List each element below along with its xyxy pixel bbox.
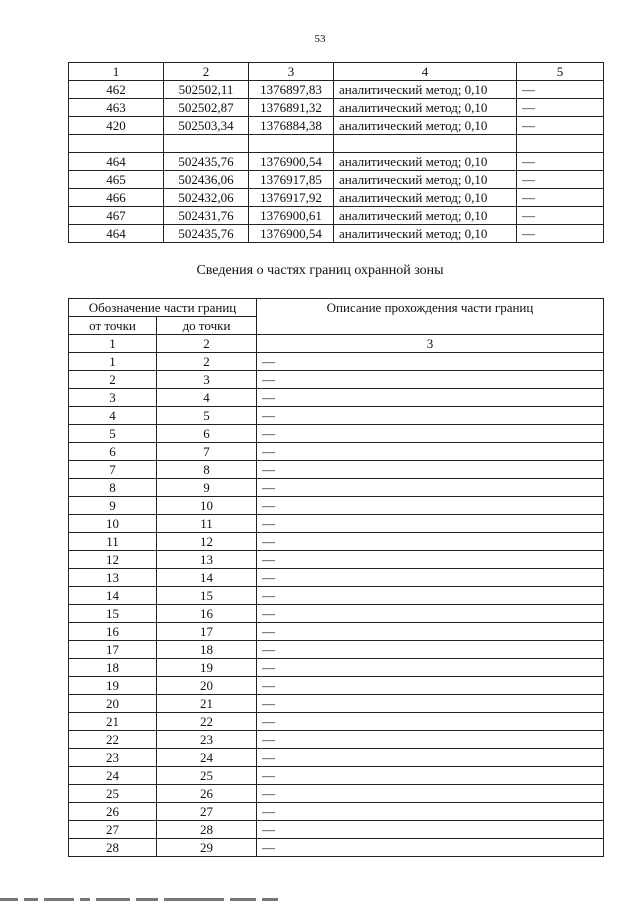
method-accuracy-cell: аналитический метод; 0,10 [334,189,517,207]
description-cell: — [257,533,604,551]
boundary-part-row [69,389,604,407]
to-point-cell: 8 [157,461,257,479]
from-point-cell: 12 [69,551,157,569]
y-coordinate-cell: 1376897,83 [249,81,334,99]
from-point-cell: 3 [69,389,157,407]
method-accuracy-cell: аналитический метод; 0,10 [334,99,517,117]
boundary-part-row [69,767,604,785]
coordinate-row [69,153,604,171]
description-cell: — [517,189,604,207]
y-coordinate-cell: 1376917,92 [249,189,334,207]
from-point-cell: 25 [69,785,157,803]
boundary-part-row [69,713,604,731]
boundary-part-row [69,749,604,767]
section-title: Сведения о частях границ охранной зоны [196,263,444,278]
description-cell: — [257,515,604,533]
x-coordinate-cell: 502431,76 [164,207,249,225]
boundary-part-row [69,443,604,461]
boundary-part-row [69,695,604,713]
method-accuracy-cell [334,135,517,153]
point-number-cell: 466 [69,189,164,207]
y-coordinate-cell: 1376891,32 [249,99,334,117]
x-coordinate-cell [164,135,249,153]
y-coordinate-cell: 1376900,54 [249,153,334,171]
boundary-part-row [69,839,604,857]
from-point-cell: 20 [69,695,157,713]
x-coordinate-cell: 502432,06 [164,189,249,207]
point-number-cell [69,135,164,153]
coordinate-row [69,189,604,207]
description-cell: — [257,587,604,605]
description-cell: — [257,731,604,749]
point-number-cell: 463 [69,99,164,117]
coordinate-row [69,225,604,243]
to-point-cell: 21 [157,695,257,713]
x-coordinate-cell: 502503,34 [164,117,249,135]
to-point-cell: 11 [157,515,257,533]
description-cell: — [257,353,604,371]
header-to-point: до точки [157,317,257,335]
description-cell: — [257,767,604,785]
to-point-cell: 22 [157,713,257,731]
x-coordinate-cell: 502502,87 [164,99,249,117]
method-accuracy-cell: аналитический метод; 0,10 [334,81,517,99]
header-description: Описание прохождения части границ [257,299,604,335]
description-cell: — [257,461,604,479]
header-group: Обозначение части границ [69,299,257,317]
from-point-cell: 1 [69,353,157,371]
from-point-cell: 24 [69,767,157,785]
to-point-cell: 7 [157,443,257,461]
to-point-cell: 10 [157,497,257,515]
from-point-cell: 17 [69,641,157,659]
coordinate-row [69,117,604,135]
to-point-cell: 4 [157,389,257,407]
boundary-part-row [69,587,604,605]
description-cell: — [517,117,604,135]
from-point-cell: 11 [69,533,157,551]
point-number-cell: 420 [69,117,164,135]
col-header: 5 [517,63,604,81]
to-point-cell: 16 [157,605,257,623]
description-cell: — [257,785,604,803]
boundary-part-row [69,353,604,371]
description-cell: — [257,821,604,839]
x-coordinate-cell: 502435,76 [164,225,249,243]
from-point-cell: 22 [69,731,157,749]
coordinates-header-row [69,63,604,81]
description-cell: — [257,569,604,587]
boundary-part-row [69,371,604,389]
boundary-part-row [69,605,604,623]
boundary-part-row [69,803,604,821]
from-point-cell: 14 [69,587,157,605]
y-coordinate-cell: 1376917,85 [249,171,334,189]
boundary-part-row [69,569,604,587]
boundary-part-row [69,533,604,551]
from-point-cell: 18 [69,659,157,677]
y-coordinate-cell: 1376884,38 [249,117,334,135]
description-cell: — [257,839,604,857]
boundary-part-row [69,785,604,803]
parts-number-row [69,335,604,353]
boundary-part-row [69,497,604,515]
coordinate-row [69,207,604,225]
boundary-part-row [69,641,604,659]
to-point-cell: 24 [157,749,257,767]
description-cell: — [257,677,604,695]
description-cell: — [257,551,604,569]
description-cell: — [257,659,604,677]
description-cell: — [257,605,604,623]
description-cell: — [257,803,604,821]
point-number-cell: 464 [69,225,164,243]
from-point-cell: 23 [69,749,157,767]
parts-header-row [69,299,604,317]
col-number: 3 [257,335,604,353]
x-coordinate-cell: 502435,76 [164,153,249,171]
to-point-cell: 26 [157,785,257,803]
from-point-cell: 2 [69,371,157,389]
boundary-part-row [69,731,604,749]
description-cell: — [257,713,604,731]
boundary-part-row [69,479,604,497]
col-number: 2 [157,335,257,353]
description-cell: — [517,207,604,225]
to-point-cell: 25 [157,767,257,785]
method-accuracy-cell: аналитический метод; 0,10 [334,117,517,135]
boundary-parts-table [68,298,604,857]
description-cell: — [517,153,604,171]
description-cell [517,135,604,153]
to-point-cell: 19 [157,659,257,677]
point-number-cell: 462 [69,81,164,99]
description-cell: — [257,443,604,461]
to-point-cell: 9 [157,479,257,497]
method-accuracy-cell: аналитический метод; 0,10 [334,225,517,243]
page-number: 53 [314,33,326,45]
method-accuracy-cell: аналитический метод; 0,10 [334,153,517,171]
from-point-cell: 5 [69,425,157,443]
boundary-part-row [69,515,604,533]
boundary-part-row [69,407,604,425]
point-number-cell: 465 [69,171,164,189]
boundary-part-row [69,821,604,839]
method-accuracy-cell: аналитический метод; 0,10 [334,207,517,225]
to-point-cell: 18 [157,641,257,659]
boundary-part-row [69,461,604,479]
header-from-point: от точки [69,317,157,335]
to-point-cell: 20 [157,677,257,695]
description-cell: — [257,389,604,407]
description-cell: — [517,171,604,189]
description-cell: — [257,407,604,425]
coordinate-row [69,81,604,99]
to-point-cell: 2 [157,353,257,371]
to-point-cell: 3 [157,371,257,389]
description-cell: — [257,371,604,389]
description-cell: — [257,425,604,443]
from-point-cell: 15 [69,605,157,623]
y-coordinate-cell [249,135,334,153]
footer-scan-artifact [0,898,330,905]
to-point-cell: 12 [157,533,257,551]
y-coordinate-cell: 1376900,61 [249,207,334,225]
from-point-cell: 9 [69,497,157,515]
to-point-cell: 27 [157,803,257,821]
coordinate-row [69,99,604,117]
to-point-cell: 14 [157,569,257,587]
description-cell: — [517,99,604,117]
to-point-cell: 28 [157,821,257,839]
col-header: 1 [69,63,164,81]
point-number-cell: 464 [69,153,164,171]
from-point-cell: 4 [69,407,157,425]
boundary-part-row [69,677,604,695]
boundary-part-row [69,623,604,641]
coordinate-row [69,171,604,189]
to-point-cell: 23 [157,731,257,749]
point-number-cell: 467 [69,207,164,225]
boundary-part-row [69,425,604,443]
from-point-cell: 26 [69,803,157,821]
col-number: 1 [69,335,157,353]
boundary-part-row [69,551,604,569]
col-header: 4 [334,63,517,81]
to-point-cell: 5 [157,407,257,425]
to-point-cell: 17 [157,623,257,641]
x-coordinate-cell: 502502,11 [164,81,249,99]
from-point-cell: 28 [69,839,157,857]
to-point-cell: 15 [157,587,257,605]
from-point-cell: 7 [69,461,157,479]
description-cell: — [257,695,604,713]
from-point-cell: 8 [69,479,157,497]
to-point-cell: 29 [157,839,257,857]
to-point-cell: 13 [157,551,257,569]
coordinate-row [69,135,604,153]
col-header: 3 [249,63,334,81]
from-point-cell: 19 [69,677,157,695]
method-accuracy-cell: аналитический метод; 0,10 [334,171,517,189]
from-point-cell: 16 [69,623,157,641]
from-point-cell: 21 [69,713,157,731]
coordinates-table [68,62,604,243]
col-header: 2 [164,63,249,81]
y-coordinate-cell: 1376900,54 [249,225,334,243]
x-coordinate-cell: 502436,06 [164,171,249,189]
to-point-cell: 6 [157,425,257,443]
description-cell: — [257,623,604,641]
description-cell: — [517,81,604,99]
description-cell: — [257,479,604,497]
from-point-cell: 27 [69,821,157,839]
from-point-cell: 13 [69,569,157,587]
description-cell: — [257,641,604,659]
description-cell: — [257,497,604,515]
description-cell: — [257,749,604,767]
boundary-part-row [69,659,604,677]
from-point-cell: 10 [69,515,157,533]
description-cell: — [517,225,604,243]
from-point-cell: 6 [69,443,157,461]
